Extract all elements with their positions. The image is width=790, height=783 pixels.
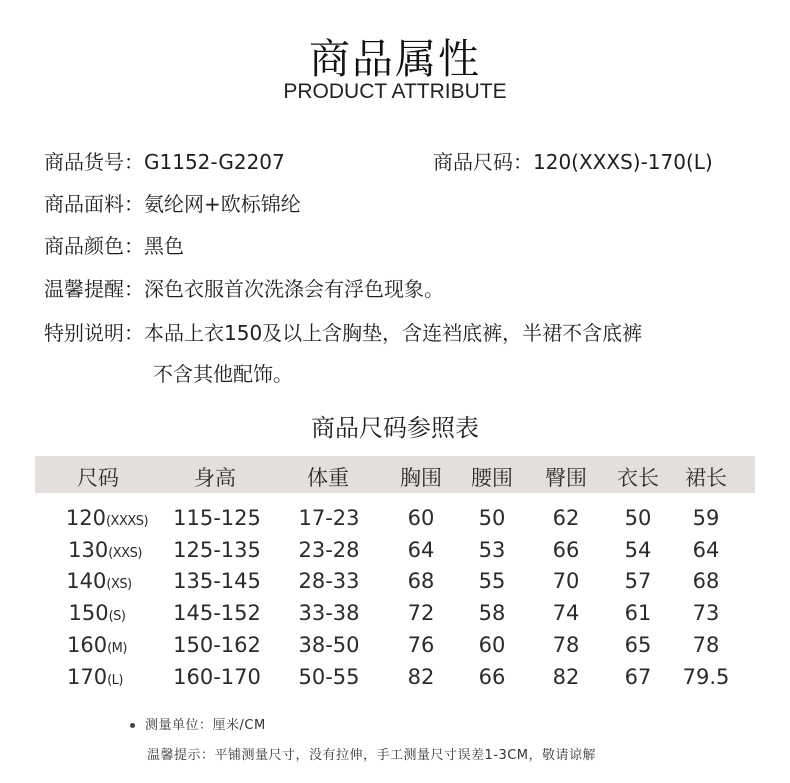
size-table-title: 商品尺码参照表 [311, 414, 479, 442]
col-header-weight: 体重 [307, 466, 349, 490]
skirt-length-cell: 79.5 [682, 665, 730, 689]
attr-special-value-line2: 不含其他配饰。 [153, 362, 293, 386]
weight-cell: 50-55 [298, 665, 360, 689]
chest-cell: 60 [407, 506, 435, 530]
attr-special [44, 317, 642, 346]
attr-fabric [44, 188, 301, 217]
top-length-cell: 50 [624, 506, 652, 530]
attr-fabric-label: 商品面料： [44, 192, 144, 216]
waist-cell: 60 [478, 633, 506, 657]
size-cell [69, 601, 126, 625]
col-header-skirt-length: 裙长 [685, 466, 727, 490]
size-code: (XS) [106, 577, 132, 592]
weight-cell: 17-23 [298, 506, 360, 530]
size-code: (L) [107, 673, 123, 688]
size-cell [66, 506, 148, 530]
chest-cell: 72 [407, 601, 435, 625]
waist-cell: 66 [478, 665, 506, 689]
height-cell: 135-145 [173, 569, 261, 593]
attr-item-no-label: 商品货号： [44, 150, 144, 174]
chest-cell: 82 [407, 665, 435, 689]
attr-size-label: 商品尺码： [433, 150, 533, 174]
waist-cell: 55 [478, 569, 506, 593]
skirt-length-cell: 78 [692, 633, 720, 657]
weight-cell: 38-50 [298, 633, 360, 657]
size-cell [67, 665, 123, 689]
attr-size [433, 146, 713, 175]
attr-color-label: 商品颜色： [44, 234, 144, 258]
weight-cell: 23-28 [298, 538, 360, 562]
page-subtitle: PRODUCT ATTRIBUTE [283, 80, 507, 103]
attr-reminder [44, 273, 444, 302]
bullet-dot-icon [130, 723, 135, 728]
attr-special-label: 特别说明： [44, 321, 144, 345]
hip-cell: 70 [552, 569, 580, 593]
size-value: 170 [67, 665, 108, 689]
col-header-top-length: 衣长 [617, 466, 659, 490]
size-value: 150 [68, 601, 109, 625]
size-code: (XXS) [108, 546, 142, 561]
size-value: 130 [68, 538, 109, 562]
height-cell: 145-152 [173, 601, 261, 625]
attr-item-no [44, 146, 285, 175]
size-value: 120 [65, 506, 106, 530]
hip-cell: 78 [552, 633, 580, 657]
size-value: 160 [67, 633, 108, 657]
chest-cell: 76 [407, 633, 435, 657]
hip-cell: 62 [552, 506, 580, 530]
chest-cell: 64 [407, 538, 435, 562]
top-length-cell: 65 [624, 633, 652, 657]
attr-special-value-line1: 本品上衣150及以上含胸垫，含连裆底裤，半裙不含底裤 [144, 321, 643, 345]
hip-cell: 74 [552, 601, 580, 625]
size-code: (M) [107, 641, 127, 656]
attr-fabric-value: 氨纶网+欧标锦纶 [144, 192, 301, 216]
size-code: (XXXS) [105, 514, 149, 529]
hip-cell: 82 [552, 665, 580, 689]
col-header-chest: 胸围 [400, 466, 442, 490]
attr-color [44, 230, 184, 259]
attr-reminder-value: 深色衣服首次洗涤会有浮色现象。 [144, 277, 444, 301]
attr-reminder-label: 温馨提醒： [44, 277, 144, 301]
page-title: 商品属性 [309, 35, 481, 83]
size-cell [68, 538, 142, 562]
height-cell: 160-170 [173, 665, 261, 689]
skirt-length-cell: 68 [692, 569, 720, 593]
attr-item-no-value: G1152-G2207 [144, 150, 285, 174]
height-cell: 115-125 [173, 506, 261, 530]
weight-cell: 28-33 [298, 569, 360, 593]
top-length-cell: 67 [624, 665, 652, 689]
weight-cell: 33-38 [298, 601, 360, 625]
top-length-cell: 57 [624, 569, 652, 593]
skirt-length-cell: 59 [692, 506, 720, 530]
waist-cell: 58 [478, 601, 506, 625]
measurement-unit-note [130, 714, 266, 733]
col-header-hip: 臀围 [545, 466, 587, 490]
measurement-tip-note: 温馨提示：平铺测量尺寸，没有拉伸，手工测量尺寸误差1-3CM，敬请谅解 [147, 748, 597, 763]
top-length-cell: 61 [624, 601, 652, 625]
top-length-cell: 54 [624, 538, 652, 562]
attr-color-value: 黑色 [144, 234, 184, 258]
measurement-unit-text: 测量单位：厘米/CM [145, 718, 266, 733]
height-cell: 150-162 [173, 633, 261, 657]
height-cell: 125-135 [173, 538, 261, 562]
chest-cell: 68 [407, 569, 435, 593]
col-header-height: 身高 [194, 466, 236, 490]
size-cell [67, 633, 127, 657]
skirt-length-cell: 73 [692, 601, 720, 625]
waist-cell: 53 [478, 538, 506, 562]
hip-cell: 66 [552, 538, 580, 562]
skirt-length-cell: 64 [692, 538, 720, 562]
waist-cell: 50 [478, 506, 506, 530]
size-code: (S) [108, 609, 126, 624]
size-cell [66, 569, 131, 593]
col-header-waist: 腰围 [471, 466, 513, 490]
size-value: 140 [66, 569, 107, 593]
attr-special-line2 [153, 358, 293, 387]
attr-size-value: 120(XXXS)-170(L) [533, 150, 713, 174]
col-header-size: 尺码 [77, 466, 119, 490]
